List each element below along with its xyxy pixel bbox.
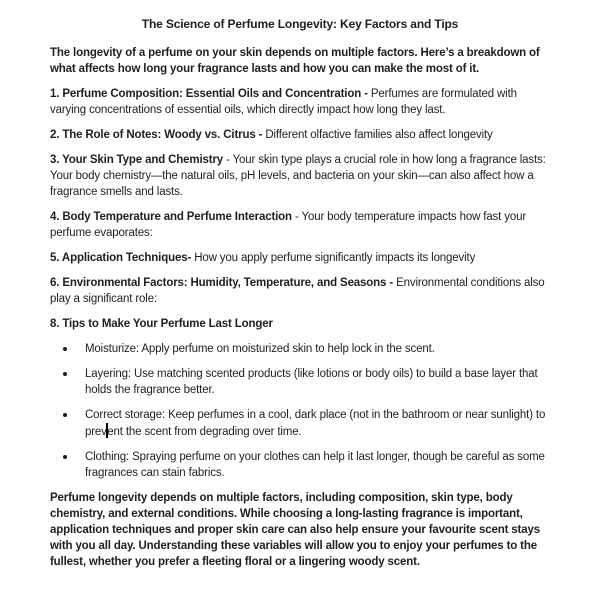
section-4-body: - Your body temperature impacts how fast your perfume evaporates: bbox=[50, 211, 527, 239]
list-item-clothing bbox=[50, 449, 550, 481]
section-paragraph-4 bbox=[50, 209, 550, 241]
section-paragraph-2 bbox=[50, 127, 550, 143]
section-2-lead: 2. The Role of Notes: Woody vs. Citrus - bbox=[50, 129, 263, 141]
bullet-text-after-caret: ent the scent from degrading over time. bbox=[107, 426, 302, 438]
conclusion-paragraph: Perfume longevity depends on multiple factors, including composition, skin type, body chemistry, and external conditions. While choosing a long-lasting fragrance is important, application techniques and proper skin care can also help ensure your favourite scent stays with you all day. Understanding these variables will allow you to enjoy your perfumes to the fullest, whether you prefer a fleeting floral or a lingering woody scent. bbox=[50, 492, 540, 568]
section-4-lead: 4. Body Temperature and Perfume Interaction bbox=[50, 211, 292, 223]
bullet-icon bbox=[63, 347, 67, 351]
list-item-correct-storage bbox=[50, 407, 550, 440]
intro-paragraph: The longevity of a perfume on your skin depends on multiple factors. Here’s a breakdown of what affects how long your fragrance lasts and how you can make the most of it. bbox=[50, 47, 540, 75]
list-item-layering bbox=[50, 366, 550, 398]
list-item-moisturize bbox=[50, 341, 550, 357]
section-paragraph-1 bbox=[50, 86, 550, 118]
bullet-text-before-caret: Correct storage: Keep perfumes in a cool, dark place (not in the bathroom or near sunlight) to prev bbox=[85, 409, 546, 438]
bullet-text: Clothing: Spraying perfume on your clothes can help it last longer, though be careful as some fragrances can stain fabrics. bbox=[85, 451, 545, 479]
section-1-lead: 1. Perfume Composition: Essential Oils and Concentration - bbox=[50, 88, 368, 100]
section-3-lead: 3. Your Skin Type and Chemistry bbox=[50, 154, 224, 166]
section-1-body: Perfumes are formulated with varying concentrations of essential oils, which directly impact how long they last. bbox=[50, 88, 517, 116]
bullet-icon bbox=[63, 455, 67, 459]
tips-heading: 8. Tips to Make Your Perfume Last Longer bbox=[50, 318, 273, 330]
section-6-lead: 6. Environmental Factors: Humidity, Temperature, and Seasons - bbox=[50, 277, 394, 289]
section-3-body: - Your skin type plays a crucial role in how long a fragrance lasts: Your body chemistry—the natural oils, pH levels, and bacteria on your skin—can also affect how a fragrance smells and lasts. bbox=[50, 154, 546, 198]
tips-list bbox=[50, 341, 550, 481]
section-paragraph-6 bbox=[50, 275, 550, 307]
section-2-body: Different olfactive families also affect longevity bbox=[262, 129, 493, 141]
bullet-text bbox=[85, 409, 545, 438]
bullet-text: Moisturize: Apply perfume on moisturized skin to help lock in the scent. bbox=[85, 343, 435, 355]
document-title: The Science of Perfume Longevity: Key Factors and Tips bbox=[141, 17, 459, 31]
bullet-icon bbox=[63, 413, 67, 417]
bullet-text: Layering: Use matching scented products (like lotions or body oils) to build a base layer that holds the fragrance better. bbox=[85, 368, 538, 396]
section-5-lead: 5. Application Techniques- bbox=[50, 252, 192, 264]
section-paragraph-5 bbox=[50, 250, 550, 266]
bullet-icon bbox=[63, 372, 67, 376]
section-5-body: How you apply perfume significantly impacts its longevity bbox=[191, 252, 476, 264]
section-6-body: Environmental conditions also play a significant role: bbox=[50, 277, 545, 305]
section-paragraph-3 bbox=[50, 152, 550, 200]
